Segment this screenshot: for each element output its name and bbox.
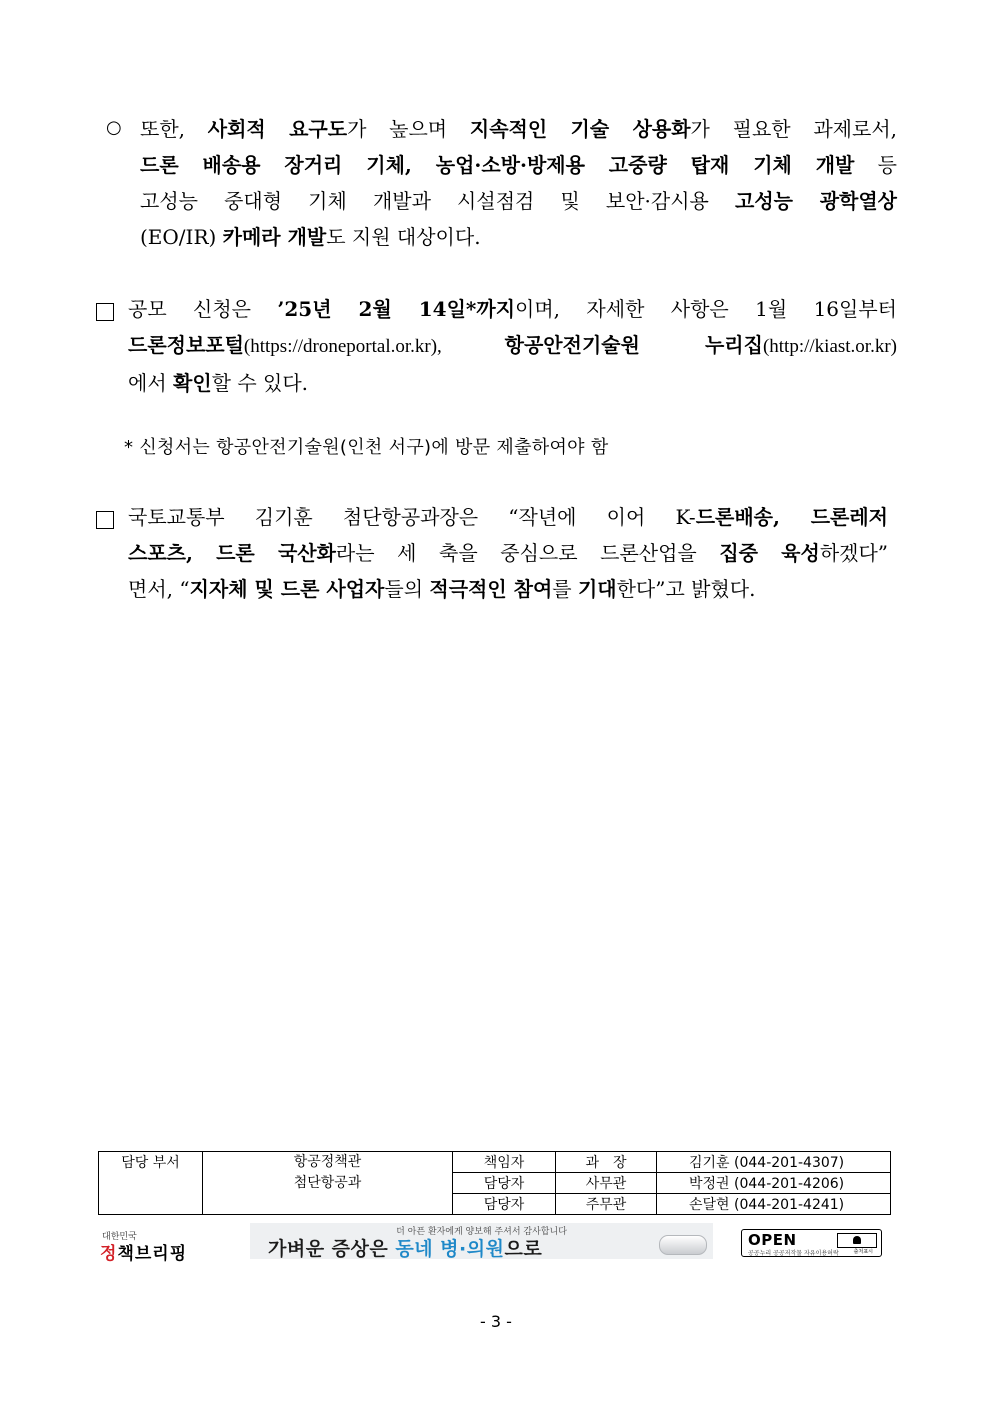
paragraph-line: 에서 확인할 수 있다. bbox=[128, 371, 308, 395]
title-cell: 사무관 bbox=[556, 1173, 657, 1194]
policy-briefing-logo[interactable]: 대한민국 정책브리핑 bbox=[100, 1232, 188, 1264]
table-row bbox=[99, 1152, 891, 1173]
person-cell: 김기훈 (044-201-4307) bbox=[657, 1152, 891, 1173]
contact-table bbox=[98, 1151, 891, 1215]
footnote: * 신청서는 항공안전기술원(인천 서구)에 방문 제출하여야 함 bbox=[124, 437, 609, 458]
paragraph-line: 드론 배송용 장거리 기체, 농업·소방·방제용 고중량 탑재 기체 개발 등 bbox=[140, 153, 897, 177]
circle-bullet-icon: ○ bbox=[106, 117, 122, 138]
paragraph-line bbox=[128, 327, 897, 365]
role-cell: 담당자 bbox=[453, 1194, 556, 1215]
open-license-badge: OPEN 공공누리 공공저작물 자유이용허락 출처표시 bbox=[741, 1229, 882, 1257]
paragraph-support-targets bbox=[140, 111, 897, 255]
paragraph-director-quote bbox=[128, 499, 888, 607]
checkbox-bullet-icon bbox=[96, 303, 114, 321]
paragraph-line: 스포츠, 드론 국산화라는 세 축을 중심으로 드론산업을 집중 육성하겠다” bbox=[128, 541, 888, 565]
dept-label-cell: 담당 부서 bbox=[99, 1152, 203, 1215]
kiast-link[interactable]: (http://kiast.or.kr) bbox=[762, 336, 897, 357]
dept-name-cell: 항공정책관 첨단항공과 bbox=[203, 1152, 453, 1215]
paragraph-line: 면서, “지자체 및 드론 사업자들의 적극적인 참여를 기대한다”고 밝혔다. bbox=[128, 577, 756, 601]
paragraph-line: 또한, 사회적 요구도가 높으며 지속적인 기술 상용화가 필요한 과제로서, bbox=[140, 117, 898, 141]
pill-icon bbox=[659, 1235, 707, 1255]
paragraph-line: 국토교통부 김기훈 첨단항공과장은 “작년에 이어 K-드론배송, 드론레저 bbox=[128, 505, 888, 529]
checkbox-bullet-icon bbox=[96, 511, 114, 529]
page-number: - 3 - bbox=[480, 1312, 512, 1331]
paragraph-line: (EO/IR) 카메라 개발도 지원 대상이다. bbox=[140, 225, 481, 249]
drone-portal-link[interactable]: (https://droneportal.or.kr), bbox=[243, 336, 505, 357]
role-cell: 담당자 bbox=[453, 1173, 556, 1194]
paragraph-line: 공모 신청은 ’25년 2월 14일*까지이며, 자세한 사항은 1월 16일부터 bbox=[128, 297, 897, 321]
paragraph-line: 고성능 중대형 기체 개발과 시설점검 및 보안·감시용 고성능 광학열상 bbox=[140, 189, 897, 213]
role-cell: 책임자 bbox=[453, 1152, 556, 1173]
kiast-name: 항공안전기술원 누리집 bbox=[504, 333, 763, 357]
title-cell: 주무관 bbox=[556, 1194, 657, 1215]
paragraph-application-info bbox=[128, 291, 897, 401]
title-cell: 과 장 bbox=[556, 1152, 657, 1173]
drone-portal-name: 드론정보포털 bbox=[128, 333, 244, 357]
person-cell: 박정권 (044-201-4206) bbox=[657, 1173, 891, 1194]
person-cell: 손달현 (044-201-4241) bbox=[657, 1194, 891, 1215]
attribution-icon bbox=[837, 1233, 877, 1248]
campaign-banner: 더 아픈 환자에게 양보해 주셔서 감사합니다 가벼운 증상은 동네 병·의원으로 bbox=[250, 1223, 713, 1259]
